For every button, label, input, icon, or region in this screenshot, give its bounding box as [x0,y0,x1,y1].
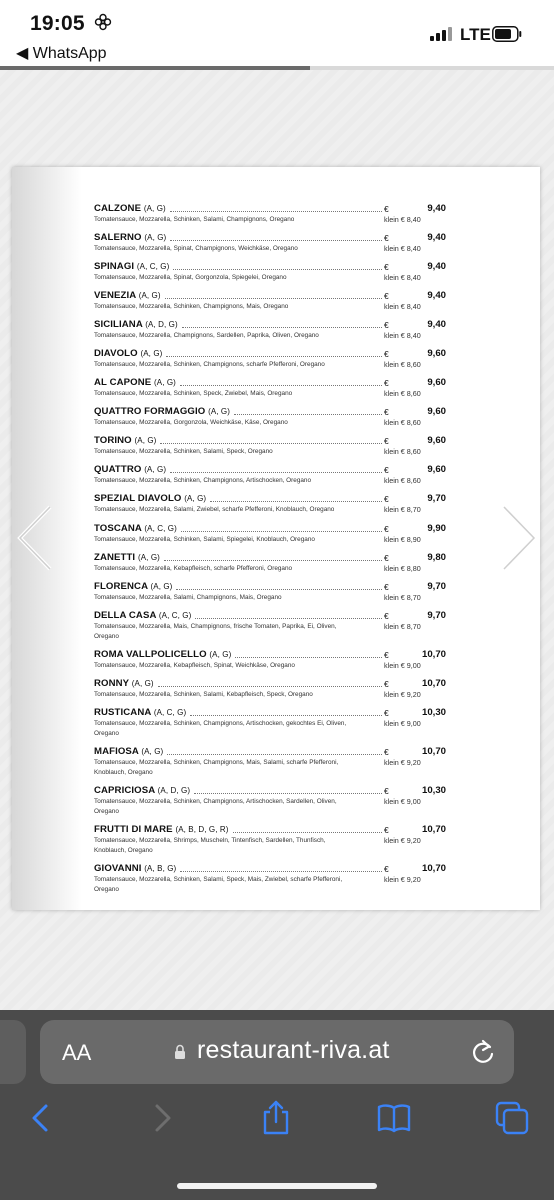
menu-item-header [94,348,446,360]
menu-item-title: GIOVANNI [94,863,142,874]
menu-item-title: TORINO [94,435,132,446]
back-app-label: WhatsApp [32,45,107,62]
menu-item-details [94,273,446,283]
book-icon[interactable] [376,1100,412,1136]
menu-item [94,824,446,855]
menu-item [94,523,446,545]
share-icon[interactable] [258,1100,294,1136]
menu-item-name [94,435,158,446]
menu-item-description: Tomatensauce, Mozzarella, Schinken, Champignons, Mais, Oregano [94,303,289,310]
text-size-button[interactable] [62,1040,91,1066]
menu-item-name [94,406,232,417]
menu-item-allergens: (A, G) [134,436,157,445]
menu-item-header [94,552,446,564]
menu-item-title: SICILIANA [94,319,143,330]
leader-dots [176,589,382,590]
menu-item-details [94,758,446,777]
menu-item-title: FRUTTI DI MARE [94,824,173,835]
chevron-left-icon[interactable] [14,503,54,573]
menu-item-title: ROMA VALLPOLICELLO [94,649,207,660]
menu-item-description: Tomatensauce, Mozzarella, Schinken, Salami, Speck, Mais, Zwiebel, scharfe Pfefferoni, Oregano [94,876,343,893]
menu-item-small-price: klein € 8,70 [384,593,421,602]
currency-symbol: € [384,524,389,534]
menu-item [94,290,446,312]
leader-dots [233,832,382,833]
tabs-icon[interactable] [494,1100,530,1136]
menu-item-allergens: (A, D, G) [145,320,178,329]
menu-item [94,493,446,515]
currency-symbol: € [384,378,389,388]
menu-item-price: 9,60 [427,348,446,359]
leader-dots [210,501,382,502]
menu-item-price: 9,70 [427,610,446,621]
menu-item-title: MAFIOSA [94,746,139,757]
menu-item [94,649,446,671]
menu-item-allergens: (A, G) [137,553,160,562]
menu-item-small-price: klein € 8,40 [384,273,421,282]
menu-item-title: SPEZIAL DIAVOLO [94,493,182,504]
status-bar [0,0,554,66]
menu-item-small-price: klein € 9,20 [384,690,421,699]
menu-item-small-price: klein € 8,60 [384,360,421,369]
menu-item-header [94,290,446,302]
menu-item-allergens: (A, D, G) [157,786,191,795]
currency-symbol: € [384,262,389,272]
menu-item-name [94,610,193,621]
menu-item [94,610,446,641]
menu-item-name [94,552,162,563]
leader-dots [194,793,382,794]
menu-item-allergens: (A, C, G) [158,611,192,620]
menu-item-name [94,261,171,272]
menu-item-name [94,707,188,718]
menu-item-details [94,622,446,641]
menu-item [94,785,446,816]
menu-item-title: DIAVOLO [94,348,138,359]
menu-item-description: Tomatensauce, Mozzarella, Mais, Champignons, frische Tomaten, Paprika, Ei, Oliven, Oregano [94,623,337,640]
menu-item-title: ZANETTI [94,552,136,563]
menu-item-description: Tomatensauce, Mozzarella, Gorgonzola, Weichkäse, Käse, Oregano [94,419,288,426]
menu-item-name [94,464,168,475]
leader-dots [181,531,382,532]
menu-item-name [94,290,163,301]
menu-item [94,581,446,603]
menu-item-price: 9,60 [427,435,446,446]
menu-item-details [94,302,446,312]
menu-item-details [94,505,446,515]
menu-item-small-price: klein € 8,70 [384,505,421,514]
menu-item [94,464,446,486]
menu-list [94,203,446,902]
menu-item-header [94,707,446,719]
leader-dots [173,269,382,270]
menu-item-small-price: klein € 9,00 [384,719,421,728]
menu-item-price: 9,70 [427,581,446,592]
menu-item-header [94,824,446,836]
leader-dots [170,240,382,241]
menu-item-details [94,836,446,855]
menu-item-details [94,447,446,457]
leader-dots [234,414,382,415]
menu-item-price: 9,60 [427,406,446,417]
menu-item-title: RUSTICANA [94,707,152,718]
menu-item-description: Tomatensauce, Mozzarella, Schinken, Champignons, Mais, Salami, scharfe Pfefferoni, Knoblauch, Oregano [94,759,339,776]
menu-item-description: Tomatensauce, Mozzarella, Salami, Zwiebel, scharfe Pfefferoni, Knoblauch, Oregano [94,506,335,513]
menu-item [94,319,446,341]
leader-dots [180,385,382,386]
menu-item-title: TOSCANA [94,523,142,534]
menu-item-description: Tomatensauce, Mozzarella, Schinken, Champignons, Artischocken, Sardellen, Oliven, Oregano [94,798,337,815]
leader-dots [182,327,382,328]
menu-item-description: Tomatensauce, Mozzarella, Spinat, Champignons, Weichkäse, Oregano [94,245,298,252]
menu-item-title: QUATTRO [94,464,142,475]
signal-icon [430,27,454,41]
status-time [30,12,112,36]
menu-item-price: 9,40 [427,290,446,301]
menu-item-header [94,581,446,593]
menu-item-name [94,203,168,214]
menu-item-allergens: (A, B, G) [144,864,177,873]
reload-icon[interactable] [470,1038,496,1066]
menu-item-description: Tomatensauce, Mozzarella, Spinat, Gorgonzola, Spiegelei, Oregano [94,274,287,281]
menu-item-name [94,348,164,359]
menu-item-price: 10,30 [421,785,446,796]
menu-item-price: 9,40 [427,232,446,243]
menu-item-header [94,319,446,331]
menu-item-description: Tomatensauce, Mozzarella, Salami, Champignons, Mais, Oregano [94,594,282,601]
menu-item-header [94,493,446,505]
currency-symbol: € [384,465,389,475]
menu-item-allergens: (A, G) [209,650,232,659]
leader-dots [164,560,382,561]
leader-dots [167,754,382,755]
menu-item-title: QUATTRO FORMAGGIO [94,406,206,417]
menu-item [94,406,446,428]
menu-item-price: 9,60 [427,464,446,475]
menu-item-details [94,418,446,428]
menu-item-allergens: (A, G) [150,582,173,591]
menu-item-allergens: (A, G) [143,204,166,213]
currency-symbol: € [384,650,389,660]
menu-item-small-price: klein € 8,40 [384,302,421,311]
back-icon[interactable] [24,1100,60,1136]
address-bar[interactable] [40,1020,514,1084]
menu-item [94,377,446,399]
menu-item-small-price: klein € 8,80 [384,564,421,573]
menu-item-price: 9,60 [427,377,446,388]
home-indicator [177,1183,377,1189]
menu-item-name [94,493,208,504]
currency-symbol: € [384,291,389,301]
flower-icon [94,13,112,31]
menu-item-price: 9,40 [427,261,446,272]
menu-item-small-price: klein € 8,60 [384,476,421,485]
menu-item-title: RONNY [94,678,129,689]
menu-item-price: 9,40 [427,319,446,330]
menu-item-details [94,244,446,254]
menu-item-title: VENEZIA [94,290,136,301]
menu-item-small-price: klein € 8,40 [384,215,421,224]
currency-symbol: € [384,582,389,592]
leader-dots [180,871,382,872]
menu-item-description: Tomatensauce, Mozzarella, Kebapfleisch, scharfe Pfefferoni, Oregano [94,565,293,572]
menu-item [94,707,446,738]
menu-item-allergens: (A, C, G) [153,708,187,717]
url-text: restaurant-riva.at [197,1036,390,1064]
menu-item-details [94,535,446,545]
currency-symbol: € [384,786,389,796]
forward-icon[interactable] [144,1100,180,1136]
menu-item [94,746,446,777]
menu-item-header [94,203,446,215]
menu-item-name [94,649,233,660]
menu-item-header [94,863,446,875]
currency-symbol: € [384,747,389,757]
menu-item-header [94,785,446,797]
currency-symbol: € [384,349,389,359]
menu-item-small-price: klein € 9,00 [384,797,421,806]
menu-item-header [94,406,446,418]
menu-item-allergens: (A, G) [184,494,207,503]
menu-item-price: 9,70 [427,493,446,504]
menu-item-header [94,464,446,476]
menu-item-details [94,593,446,603]
menu-item-price: 10,70 [421,863,446,874]
menu-item-allergens: (A, G) [140,349,163,358]
menu-item-description: Tomatensauce, Mozzarella, Schinken, Salami, Champignons, Oregano [94,216,295,223]
leader-dots [235,657,382,658]
menu-item-header [94,746,446,758]
menu-item-allergens: (A, G) [144,465,167,474]
menu-item-name [94,232,168,243]
menu-item-details [94,797,446,816]
menu-page [12,167,540,910]
currency-symbol: € [384,611,389,621]
battery-icon [492,26,522,42]
menu-item-allergens: (A, B, D, G, R) [175,825,229,834]
menu-item-price: 10,70 [421,678,446,689]
menu-item-price: 10,30 [421,707,446,718]
back-triangle-icon: ◀ [16,45,33,62]
menu-item-description: Tomatensauce, Mozzarella, Schinken, Champignons, Artischocken, Oregano [94,477,312,484]
leader-dots [165,298,382,299]
menu-item-description: Tomatensauce, Mozzarella, Schinken, Champignons, Artischocken, gekochtes Ei, Oliven, Oregano [94,720,347,737]
menu-item-details [94,215,446,225]
currency-symbol: € [384,825,389,835]
menu-item [94,232,446,254]
menu-item-details [94,476,446,486]
menu-item-details [94,360,446,370]
currency-symbol: € [384,320,389,330]
menu-item-header [94,377,446,389]
lock-icon [174,1044,186,1060]
currency-symbol: € [384,494,389,504]
menu-item-title: AL CAPONE [94,377,152,388]
menu-item-description: Tomatensauce, Mozzarella, Shrimps, Muscheln, Tintenfisch, Sardellen, Thunfisch, Knoblauch, Oregano [94,837,326,854]
menu-item-allergens: (A, G) [208,407,231,416]
currency-symbol: € [384,864,389,874]
menu-item-price: 10,70 [421,746,446,757]
menu-item-title: CAPRICIOSA [94,785,155,796]
menu-item-allergens: (A, G) [138,291,161,300]
menu-item-name [94,523,179,534]
menu-item-name [94,785,192,796]
leader-dots [160,443,382,444]
menu-item-description: Tomatensauce, Mozzarella, Schinken, Salami, Kebapfleisch, Speck, Oregano [94,691,313,698]
menu-item-price: 9,40 [427,203,446,214]
browser-toolbar [0,1010,554,1200]
currency-symbol: € [384,708,389,718]
leader-dots [166,356,382,357]
menu-item-details [94,719,446,738]
menu-item-name [94,746,165,757]
menu-item-description: Tomatensauce, Mozzarella, Schinken, Speck, Zwiebel, Mais, Oregano [94,390,293,397]
menu-item-description: Tomatensauce, Mozzarella, Champignons, Sardellen, Paprika, Oliven, Oregano [94,332,319,339]
currency-symbol: € [384,436,389,446]
menu-item-description: Tomatensauce, Mozzarella, Schinken, Salami, Speck, Oregano [94,448,273,455]
text-size-label: AA [62,1040,92,1065]
menu-item-details [94,661,446,671]
leader-dots [158,686,382,687]
menu-item-title: DELLA CASA [94,610,157,621]
leader-dots [190,715,382,716]
menu-item-header [94,678,446,690]
menu-item-header [94,523,446,535]
menu-item-price: 10,70 [421,824,446,835]
menu-item-details [94,389,446,399]
menu-item-details [94,564,446,574]
menu-item [94,203,446,225]
menu-item-small-price: klein € 9,00 [384,661,421,670]
menu-item-header [94,610,446,622]
menu-item-allergens: (A, G) [141,747,164,756]
menu-item-header [94,649,446,661]
menu-item-description: Tomatensauce, Mozzarella, Schinken, Salami, Spiegelei, Knoblauch, Oregano [94,536,315,543]
menu-item-title: FLORENCA [94,581,148,592]
menu-item-header [94,435,446,447]
menu-item-price: 9,80 [427,552,446,563]
menu-item [94,348,446,370]
menu-item-small-price: klein € 8,40 [384,244,421,253]
menu-item-name [94,678,156,689]
menu-item-small-price: klein € 9,20 [384,836,421,845]
leader-dots [170,472,382,473]
time-label: 19:05 [30,12,85,35]
menu-item-small-price: klein € 8,90 [384,535,421,544]
currency-symbol: € [384,204,389,214]
menu-item-title: CALZONE [94,203,142,214]
previous-tab-preview[interactable] [0,1020,26,1084]
menu-item-allergens: (A, C, G) [144,524,177,533]
menu-item-small-price: klein € 8,60 [384,418,421,427]
menu-item-name [94,824,231,835]
currency-symbol: € [384,407,389,417]
menu-item-small-price: klein € 8,60 [384,389,421,398]
menu-item-small-price: klein € 9,20 [384,758,421,767]
menu-item-small-price: klein € 8,60 [384,447,421,456]
menu-item [94,678,446,700]
menu-item-header [94,232,446,244]
menu-item-allergens: (A, C, G) [136,262,170,271]
menu-item-name [94,863,178,874]
chevron-right-icon[interactable] [500,503,540,573]
menu-item [94,552,446,574]
menu-item-allergens: (A, G) [144,233,167,242]
menu-item-details [94,875,446,894]
network-label: LTE [460,25,491,44]
menu-item-price: 10,70 [421,649,446,660]
menu-item-header [94,261,446,273]
menu-item-small-price: klein € 8,70 [384,622,421,631]
menu-item-small-price: klein € 9,20 [384,875,421,884]
menu-item-details [94,690,446,700]
back-to-app[interactable] [16,43,107,63]
menu-item-allergens: (A, G) [154,378,176,387]
menu-item-title: SALERNO [94,232,142,243]
menu-item-description: Tomatensauce, Mozzarella, Kebapfleisch, Spinat, Weichkäse, Oregano [94,662,295,669]
currency-symbol: € [384,233,389,243]
menu-item-title: SPINAGI [94,261,135,272]
menu-item-description: Tomatensauce, Mozzarella, Schinken, Champignons, scharfe Pfefferoni, Oregano [94,361,325,368]
menu-item-name [94,319,180,330]
menu-item-name [94,581,174,592]
menu-item-allergens: (A, G) [131,679,154,688]
menu-item-details [94,331,446,341]
leader-dots [195,618,382,619]
currency-symbol: € [384,679,389,689]
menu-item-name [94,377,178,388]
menu-item-price: 9,90 [427,523,446,534]
menu-item [94,261,446,283]
leader-dots [170,211,382,212]
menu-item-small-price: klein € 8,40 [384,331,421,340]
menu-item [94,435,446,457]
menu-item [94,863,446,894]
currency-symbol: € [384,553,389,563]
